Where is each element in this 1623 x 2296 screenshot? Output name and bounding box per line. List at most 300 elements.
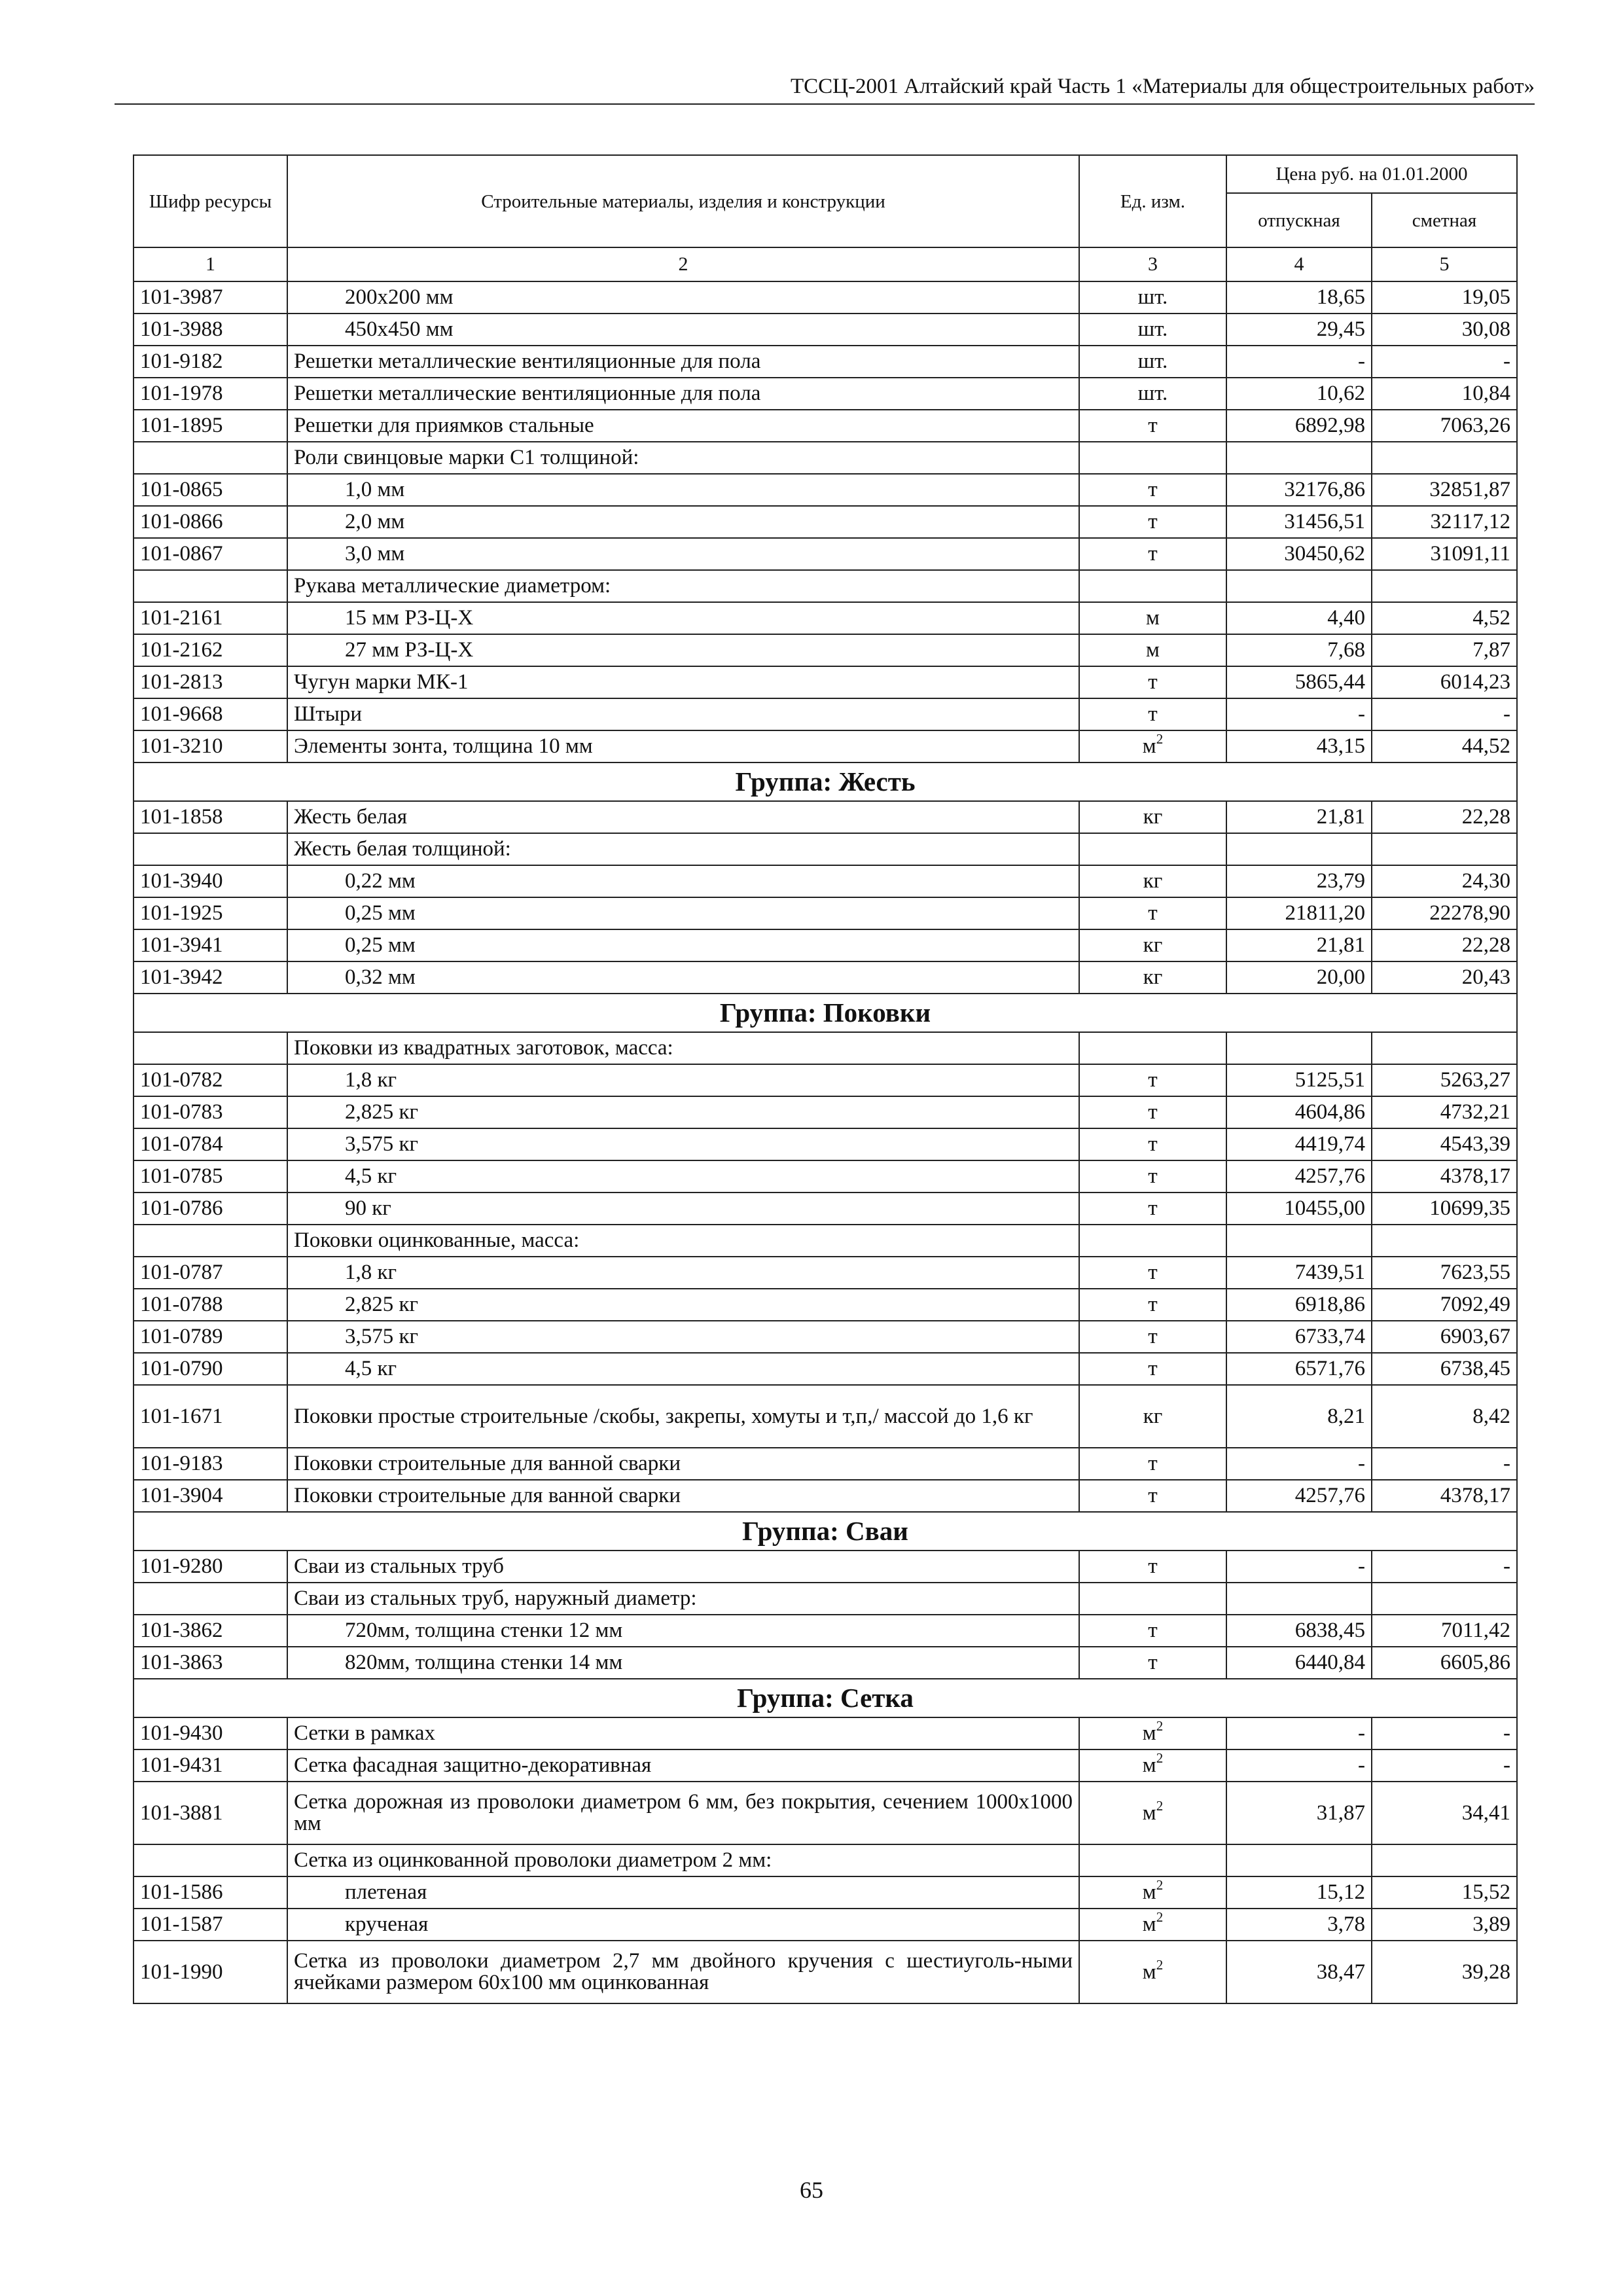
unit-exponent: 2 (1156, 1877, 1164, 1893)
code-cell: 101-3881 (134, 1782, 287, 1844)
unit-cell (1079, 506, 1226, 538)
price-release-cell: 29,45 (1226, 314, 1372, 346)
price-estimate-cell: 5263,27 (1372, 1064, 1517, 1096)
code-cell: 101-0787 (134, 1257, 287, 1289)
name-cell: 1,8 кг (287, 1257, 1079, 1289)
column-number: 4 (1226, 247, 1372, 281)
unit-cell (1079, 801, 1226, 833)
code-cell: 101-9280 (134, 1551, 287, 1583)
unit-cell (1079, 1717, 1226, 1749)
price-release-cell: 5865,44 (1226, 666, 1372, 698)
code-cell: 101-2162 (134, 634, 287, 666)
name-cell: 2,0 мм (287, 506, 1079, 538)
unit-text: т (1148, 1554, 1158, 1578)
price-release-cell (1226, 1583, 1372, 1615)
unit-cell (1079, 1551, 1226, 1583)
code-cell (134, 833, 287, 865)
price-estimate-cell: 6738,45 (1372, 1353, 1517, 1385)
price-estimate-cell: 7063,26 (1372, 410, 1517, 442)
unit-text: шт. (1137, 285, 1168, 309)
code-cell: 101-0867 (134, 538, 287, 570)
unit-text: кг (1143, 869, 1163, 893)
name-cell: 27 мм РЗ-Ц-Х (287, 634, 1079, 666)
unit-cell (1079, 1096, 1226, 1128)
column-number: 2 (287, 247, 1079, 281)
code-cell (134, 1844, 287, 1876)
name-cell: Решетки для приямков стальные (287, 410, 1079, 442)
code-cell: 101-3210 (134, 730, 287, 762)
unit-cell (1079, 1876, 1226, 1909)
price-release-cell: 6733,74 (1226, 1321, 1372, 1353)
name-cell: плетеная (287, 1876, 1079, 1909)
code-cell: 101-2813 (134, 666, 287, 698)
price-table (133, 154, 1518, 2004)
unit-cell (1079, 666, 1226, 698)
subheading-cell: Сетка из оцинкованной проволоки диаметром 2 мм: (287, 1844, 1079, 1876)
table-row (134, 801, 1517, 833)
price-estimate-cell (1372, 1225, 1517, 1257)
subheading-cell: Сваи из стальных труб, наружный диаметр: (287, 1583, 1079, 1615)
code-cell: 101-3863 (134, 1647, 287, 1679)
price-release-cell: 6918,86 (1226, 1289, 1372, 1321)
table-row (134, 1289, 1517, 1321)
price-release-cell (1226, 833, 1372, 865)
price-estimate-cell: 24,30 (1372, 865, 1517, 897)
unit-text: шт. (1137, 382, 1168, 405)
code-cell: 101-3904 (134, 1480, 287, 1512)
price-release-cell (1226, 1225, 1372, 1257)
unit-cell (1079, 1257, 1226, 1289)
code-cell: 101-0785 (134, 1160, 287, 1193)
name-cell: 3,0 мм (287, 538, 1079, 570)
unit-text: м (1146, 606, 1160, 630)
unit-exponent: 2 (1156, 1750, 1164, 1766)
subheading-row (134, 1225, 1517, 1257)
header-unit: Ед. изм. (1079, 155, 1226, 247)
page-number: 65 (800, 2177, 823, 2203)
name-cell: крученая (287, 1909, 1079, 1941)
unit-text: т (1148, 1100, 1158, 1124)
table-row (134, 865, 1517, 897)
table-row (134, 1749, 1517, 1782)
code-cell: 101-1587 (134, 1909, 287, 1941)
header-price-release: отпускная (1226, 193, 1372, 247)
group-row (134, 1679, 1517, 1717)
price-estimate-cell (1372, 1032, 1517, 1064)
unit-text: т (1148, 1196, 1158, 1220)
unit-cell (1079, 281, 1226, 314)
unit-text: м (1142, 1960, 1156, 1984)
code-cell: 101-0783 (134, 1096, 287, 1128)
table-row (134, 1551, 1517, 1583)
name-cell: 1,0 мм (287, 474, 1079, 506)
table-body (134, 281, 1517, 2003)
unit-cell (1079, 378, 1226, 410)
name-cell: Жесть белая (287, 801, 1079, 833)
code-cell (134, 1032, 287, 1064)
code-cell: 101-1978 (134, 378, 287, 410)
name-cell: 0,32 мм (287, 961, 1079, 994)
unit-cell (1079, 961, 1226, 994)
name-cell: Решетки металлические вентиляционные для пола (287, 346, 1079, 378)
unit-text: т (1148, 1357, 1158, 1380)
code-cell: 101-1586 (134, 1876, 287, 1909)
price-release-cell: 38,47 (1226, 1941, 1372, 2003)
name-cell: 1,8 кг (287, 1064, 1079, 1096)
table-row (134, 634, 1517, 666)
code-cell (134, 1583, 287, 1615)
table-row (134, 1717, 1517, 1749)
subheading-cell: Поковки из квадратных заготовок, масса: (287, 1032, 1079, 1064)
code-cell: 101-0786 (134, 1193, 287, 1225)
price-estimate-cell: - (1372, 1749, 1517, 1782)
price-release-cell: - (1226, 1448, 1372, 1480)
unit-cell (1079, 1160, 1226, 1193)
name-cell: 2,825 кг (287, 1289, 1079, 1321)
price-release-cell: 43,15 (1226, 730, 1372, 762)
name-cell: Решетки металлические вентиляционные для пола (287, 378, 1079, 410)
price-estimate-cell (1372, 833, 1517, 865)
column-number: 5 (1372, 247, 1517, 281)
table-row (134, 1257, 1517, 1289)
name-cell: 15 мм РЗ-Ц-Х (287, 602, 1079, 634)
price-release-cell: 21811,20 (1226, 897, 1372, 929)
unit-cell (1079, 1782, 1226, 1844)
table-row (134, 961, 1517, 994)
code-cell (134, 570, 287, 602)
header-price-estimate: сметная (1372, 193, 1517, 247)
unit-cell (1079, 1225, 1226, 1257)
unit-text: м (1142, 1912, 1156, 1936)
price-release-cell: 18,65 (1226, 281, 1372, 314)
unit-cell (1079, 1064, 1226, 1096)
unit-cell (1079, 1647, 1226, 1679)
unit-text: т (1148, 1325, 1158, 1348)
unit-exponent: 2 (1156, 731, 1164, 747)
code-cell: 101-3940 (134, 865, 287, 897)
code-cell: 101-3988 (134, 314, 287, 346)
name-cell: Сетки в рамках (287, 1717, 1079, 1749)
name-cell: Сваи из стальных труб (287, 1551, 1079, 1583)
unit-cell (1079, 314, 1226, 346)
unit-cell (1079, 1032, 1226, 1064)
unit-text: м (1142, 734, 1156, 758)
price-release-cell: - (1226, 1717, 1372, 1749)
unit-text: т (1148, 702, 1158, 726)
price-release-cell: 7,68 (1226, 634, 1372, 666)
price-estimate-cell: 8,42 (1372, 1385, 1517, 1448)
unit-exponent: 2 (1156, 1797, 1164, 1814)
price-estimate-cell: 4732,21 (1372, 1096, 1517, 1128)
price-release-cell: 10,62 (1226, 378, 1372, 410)
price-estimate-cell: 7,87 (1372, 634, 1517, 666)
unit-text: т (1148, 1164, 1158, 1188)
price-release-cell: 32176,86 (1226, 474, 1372, 506)
group-row (134, 762, 1517, 801)
unit-text: т (1148, 1619, 1158, 1642)
unit-cell (1079, 602, 1226, 634)
price-estimate-cell: 4378,17 (1372, 1160, 1517, 1193)
code-cell: 101-9183 (134, 1448, 287, 1480)
unit-cell (1079, 1749, 1226, 1782)
price-estimate-cell: 22,28 (1372, 801, 1517, 833)
table-row (134, 1128, 1517, 1160)
header-name: Строительные материалы, изделия и конструкции (287, 155, 1079, 247)
unit-cell (1079, 730, 1226, 762)
code-cell: 101-0865 (134, 474, 287, 506)
price-estimate-cell (1372, 1844, 1517, 1876)
table-row (134, 1480, 1517, 1512)
price-release-cell: 31,87 (1226, 1782, 1372, 1844)
price-estimate-cell: 30,08 (1372, 314, 1517, 346)
price-release-cell: 20,00 (1226, 961, 1372, 994)
subheading-row (134, 1844, 1517, 1876)
code-cell: 101-0782 (134, 1064, 287, 1096)
unit-text: т (1148, 542, 1158, 565)
unit-cell (1079, 1448, 1226, 1480)
price-release-cell: 6892,98 (1226, 410, 1372, 442)
unit-exponent: 2 (1156, 1956, 1164, 1973)
table-row (134, 1193, 1517, 1225)
unit-cell (1079, 1128, 1226, 1160)
unit-text: т (1148, 1261, 1158, 1284)
price-release-cell: 6440,84 (1226, 1647, 1372, 1679)
code-cell: 101-1990 (134, 1941, 287, 2003)
price-estimate-cell: 32851,87 (1372, 474, 1517, 506)
name-cell: 200х200 мм (287, 281, 1079, 314)
table-row (134, 1615, 1517, 1647)
price-estimate-cell: 19,05 (1372, 281, 1517, 314)
name-cell: Сетка дорожная из проволоки диаметром 6 мм, без покрытия, сечением 1000х1000 мм (287, 1782, 1079, 1844)
table-row (134, 506, 1517, 538)
unit-text: т (1148, 478, 1158, 501)
table-row (134, 1448, 1517, 1480)
unit-text: т (1148, 1132, 1158, 1156)
unit-cell (1079, 538, 1226, 570)
header-code: Шифр ресурсы (134, 155, 287, 247)
table-row (134, 474, 1517, 506)
unit-text: т (1148, 1068, 1158, 1092)
price-estimate-cell: 7011,42 (1372, 1615, 1517, 1647)
unit-text: т (1148, 1484, 1158, 1507)
price-estimate-cell: 32117,12 (1372, 506, 1517, 538)
name-cell: Чугун марки МК-1 (287, 666, 1079, 698)
table-row (134, 1876, 1517, 1909)
price-release-cell: 21,81 (1226, 801, 1372, 833)
price-release-cell (1226, 442, 1372, 474)
table-row (134, 281, 1517, 314)
unit-cell (1079, 897, 1226, 929)
name-cell: Штыри (287, 698, 1079, 730)
unit-cell (1079, 570, 1226, 602)
price-estimate-cell: 4378,17 (1372, 1480, 1517, 1512)
price-estimate-cell: 6903,67 (1372, 1321, 1517, 1353)
code-cell: 101-0790 (134, 1353, 287, 1385)
price-release-cell (1226, 1844, 1372, 1876)
code-cell (134, 442, 287, 474)
code-cell: 101-0789 (134, 1321, 287, 1353)
price-release-cell: - (1226, 1551, 1372, 1583)
unit-text: т (1148, 1651, 1158, 1674)
code-cell: 101-1858 (134, 801, 287, 833)
unit-cell (1079, 1480, 1226, 1512)
name-cell: 820мм, толщина стенки 14 мм (287, 1647, 1079, 1679)
code-cell (134, 1225, 287, 1257)
unit-cell (1079, 1321, 1226, 1353)
subheading-row (134, 833, 1517, 865)
price-estimate-cell (1372, 570, 1517, 602)
price-estimate-cell: 15,52 (1372, 1876, 1517, 1909)
price-release-cell: 21,81 (1226, 929, 1372, 961)
header-rule (115, 103, 1535, 105)
price-release-cell: 4257,76 (1226, 1480, 1372, 1512)
unit-text: кг (1143, 1404, 1163, 1428)
price-estimate-cell: 4543,39 (1372, 1128, 1517, 1160)
table-row (134, 1941, 1517, 2003)
price-release-cell: 4257,76 (1226, 1160, 1372, 1193)
price-estimate-cell: 31091,11 (1372, 538, 1517, 570)
code-cell: 101-9430 (134, 1717, 287, 1749)
subheading-row (134, 570, 1517, 602)
name-cell: 90 кг (287, 1193, 1079, 1225)
group-row (134, 1512, 1517, 1551)
price-estimate-cell: 7092,49 (1372, 1289, 1517, 1321)
price-release-cell: 3,78 (1226, 1909, 1372, 1941)
price-estimate-cell: 6014,23 (1372, 666, 1517, 698)
price-release-cell: - (1226, 346, 1372, 378)
unit-text: т (1148, 1452, 1158, 1475)
table-row (134, 929, 1517, 961)
table-row (134, 1160, 1517, 1193)
code-cell: 101-0784 (134, 1128, 287, 1160)
unit-cell (1079, 1289, 1226, 1321)
table-row (134, 1385, 1517, 1448)
unit-cell (1079, 1353, 1226, 1385)
subheading-cell: Роли свинцовые марки С1 толщиной: (287, 442, 1079, 474)
price-release-cell: 31456,51 (1226, 506, 1372, 538)
table-row (134, 666, 1517, 698)
price-estimate-cell (1372, 442, 1517, 474)
code-cell: 101-3987 (134, 281, 287, 314)
unit-text: кг (1143, 933, 1163, 957)
price-release-cell: - (1226, 698, 1372, 730)
table-row (134, 346, 1517, 378)
price-estimate-cell: - (1372, 698, 1517, 730)
table-row (134, 1647, 1517, 1679)
price-release-cell (1226, 1032, 1372, 1064)
group-row (134, 994, 1517, 1032)
group-title: Группа: Сваи (134, 1512, 1517, 1551)
price-estimate-cell: 44,52 (1372, 730, 1517, 762)
name-cell: 0,22 мм (287, 865, 1079, 897)
running-header: ТССЦ-2001 Алтайский край Часть 1 «Материалы для общестроительных работ» (790, 75, 1535, 98)
group-title: Группа: Жесть (134, 762, 1517, 801)
name-cell: Поковки строительные для ванной сварки (287, 1480, 1079, 1512)
unit-cell (1079, 1583, 1226, 1615)
unit-cell (1079, 410, 1226, 442)
name-cell: 3,575 кг (287, 1321, 1079, 1353)
name-cell: 450х450 мм (287, 314, 1079, 346)
price-release-cell (1226, 570, 1372, 602)
price-estimate-cell: 6605,86 (1372, 1647, 1517, 1679)
table-row (134, 602, 1517, 634)
unit-text: т (1148, 1293, 1158, 1316)
price-release-cell: 4,40 (1226, 602, 1372, 634)
price-release-cell: 10455,00 (1226, 1193, 1372, 1225)
code-cell: 101-3862 (134, 1615, 287, 1647)
unit-cell (1079, 1385, 1226, 1448)
name-cell: 4,5 кг (287, 1160, 1079, 1193)
price-estimate-cell (1372, 1583, 1517, 1615)
price-estimate-cell: - (1372, 1448, 1517, 1480)
price-estimate-cell: 34,41 (1372, 1782, 1517, 1844)
price-release-cell: 23,79 (1226, 865, 1372, 897)
unit-cell (1079, 833, 1226, 865)
name-cell: 0,25 мм (287, 897, 1079, 929)
subheading-cell: Рукава металлические диаметром: (287, 570, 1079, 602)
name-cell: 720мм, толщина стенки 12 мм (287, 1615, 1079, 1647)
name-cell: 2,825 кг (287, 1096, 1079, 1128)
price-estimate-cell: 20,43 (1372, 961, 1517, 994)
unit-exponent: 2 (1156, 1718, 1164, 1734)
price-release-cell: - (1226, 1749, 1372, 1782)
code-cell: 101-3942 (134, 961, 287, 994)
subheading-row (134, 1032, 1517, 1064)
code-cell: 101-0788 (134, 1289, 287, 1321)
name-cell: 3,575 кг (287, 1128, 1079, 1160)
unit-cell (1079, 1193, 1226, 1225)
unit-cell (1079, 442, 1226, 474)
subheading-cell: Жесть белая толщиной: (287, 833, 1079, 865)
unit-text: кг (1143, 805, 1163, 829)
price-release-cell: 30450,62 (1226, 538, 1372, 570)
table-row (134, 1353, 1517, 1385)
table-row (134, 1064, 1517, 1096)
unit-cell (1079, 865, 1226, 897)
code-cell: 101-9182 (134, 346, 287, 378)
code-cell: 101-2161 (134, 602, 287, 634)
table-row (134, 378, 1517, 410)
unit-text: шт. (1137, 317, 1168, 341)
unit-text: м (1142, 1721, 1156, 1745)
unit-exponent: 2 (1156, 1909, 1164, 1925)
unit-text: т (1148, 414, 1158, 437)
code-cell: 101-9668 (134, 698, 287, 730)
price-estimate-cell: 22,28 (1372, 929, 1517, 961)
price-release-cell: 6838,45 (1226, 1615, 1372, 1647)
unit-text: м (1142, 1753, 1156, 1777)
price-estimate-cell: - (1372, 1551, 1517, 1583)
unit-cell (1079, 474, 1226, 506)
table-row (134, 538, 1517, 570)
column-number: 1 (134, 247, 287, 281)
price-estimate-cell: - (1372, 1717, 1517, 1749)
price-estimate-cell: 7623,55 (1372, 1257, 1517, 1289)
price-estimate-cell: 3,89 (1372, 1909, 1517, 1941)
unit-cell (1079, 929, 1226, 961)
price-release-cell: 8,21 (1226, 1385, 1372, 1448)
unit-cell (1079, 1941, 1226, 2003)
unit-text: т (1148, 901, 1158, 925)
unit-cell (1079, 698, 1226, 730)
unit-text: кг (1143, 965, 1163, 989)
subheading-cell: Поковки оцинкованные, масса: (287, 1225, 1079, 1257)
subheading-row (134, 1583, 1517, 1615)
table-row (134, 1909, 1517, 1941)
unit-cell (1079, 634, 1226, 666)
price-release-cell: 5125,51 (1226, 1064, 1372, 1096)
unit-text: т (1148, 510, 1158, 533)
